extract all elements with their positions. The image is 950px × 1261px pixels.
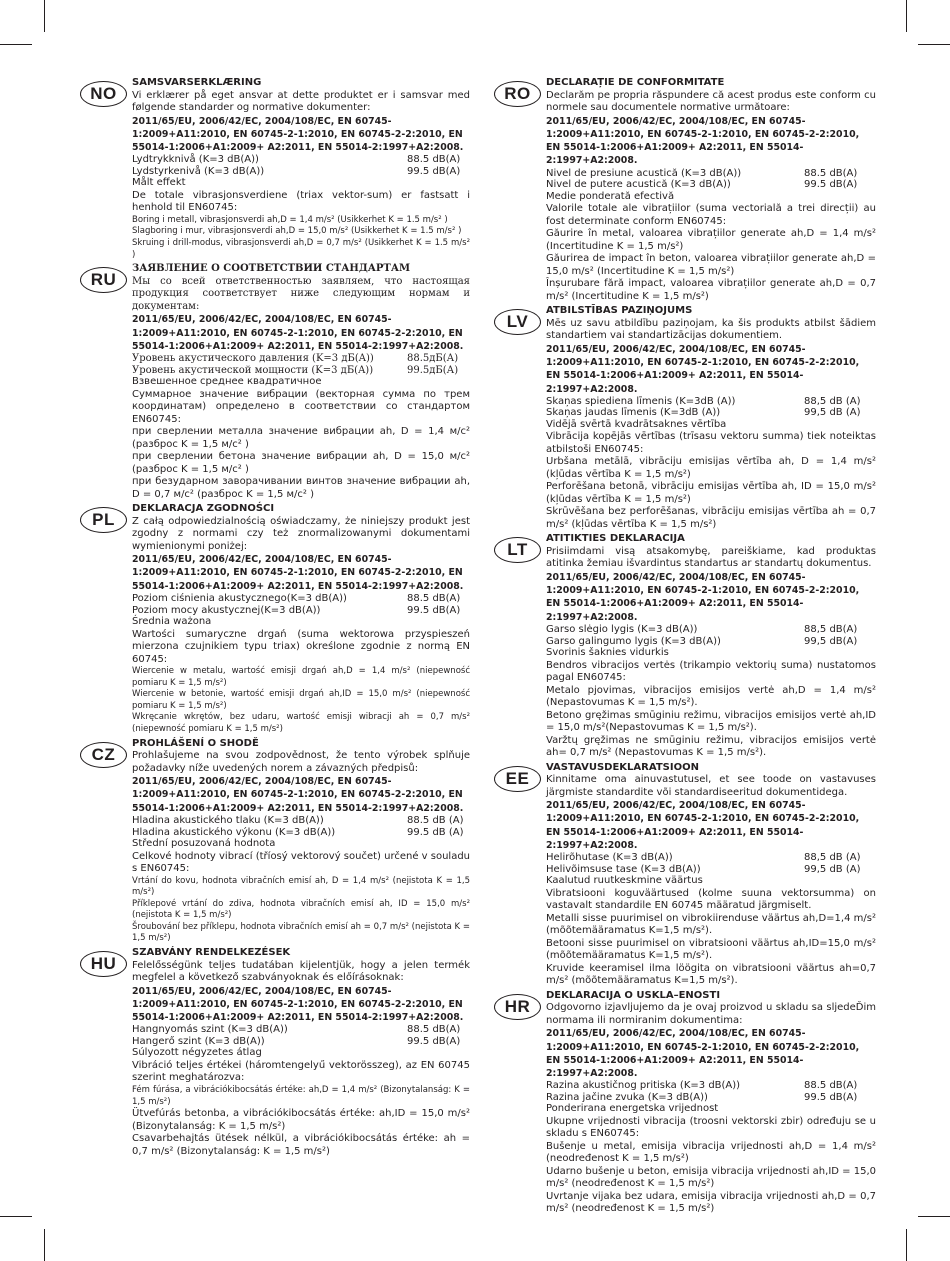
right-column — [494, 77, 876, 1218]
vibration-value-3: при безударном заворачивании винтов значение вибрации ah, D = 0,7 м/c² (разброс K = 1,5 м/c² ) — [132, 476, 470, 500]
vibration-value-1: Wiercenie w metalu, wartość emisji drgań ah,D = 1,4 m/s² (niepewność pomiaru K = 1,5 m/s²) — [132, 666, 470, 688]
sound-pressure-row — [546, 624, 876, 636]
sound-power-label: Уровень акустической мощности (K=3 дБ(A)) — [132, 364, 374, 376]
section-cz — [80, 738, 470, 945]
sound-power-value: 99.5 dB(A) — [407, 1035, 461, 1047]
sound-power-label: Garso galingumo lygis (K=3 dB(A)) — [546, 635, 721, 647]
section-intro: Felelősségünk teljes tudatában kijelentjük, hogy a jelen termék megfelel a következő szabványoknak és előírásoknak: — [132, 959, 470, 984]
standards-list: 2011/65/EU, 2006/42/EC, 2004/108/EC, EN 60745-1:2009+A11:2010, EN 60745-2-1:2010, EN 60745-2-2:2010, EN 55014-1:2006+A1:2009+ A2:2011, EN 55014-2:1997+A2:2008. — [132, 314, 464, 352]
weighted-label: Střední posuzovaná hodnota — [132, 838, 276, 849]
section-lv — [494, 305, 876, 531]
vibration-intro: Celkové hodnoty vibrací (tříosý vektorový součet) určené v souladu s EN60745: — [132, 850, 471, 874]
vibration-intro: Bendros vibracijos vertės (trikampio vektorių suma) nustatomos pagal EN60745: — [546, 659, 876, 684]
vibration-value-2: Příklepové vrtání do zdiva, hodnota vibračních emisí ah, ID = 15,0 m/s² (nejistota K = 1,5 m/s²) — [132, 898, 470, 921]
sound-power-row — [132, 365, 470, 377]
vibration-value-1: Metalli sisse puurimisel on vibrokiirenduse väärtus ah,D=1,4 m/s² (mõõtemääramatus K=1,5 m/s²). — [546, 912, 876, 937]
weighted-label: Взвешенное среднее квадратичное — [132, 376, 322, 388]
vibration-value-3: Uvrtanje vijaka bez udara, emisija vibracija vrijednosti ah,D = 0,7 m/s² (neodređenost K = 1,5 m/s²) — [546, 1190, 876, 1215]
crop-mark-bottom-left-h — [0, 1216, 32, 1217]
vibration-value-3: Varžtų gręžimas ne smūginiu režimu, vibracijos emisijos vertė ah= 0,7 m/s² (Nepastovumas K = 1,5 m/s²). — [546, 734, 876, 759]
standards-list: 2011/65/EU, 2006/42/EC, 2004/108/EC, EN 60745-1:2009+A11:2010, EN 60745-2-1:2010, EN 60745-2-2:2010, EN 55014-1:2006+A1:2009+ A2:2011, EN 55014-2:1997+A2:2008. — [546, 800, 860, 851]
section-ru — [80, 263, 470, 501]
section-hr — [494, 990, 876, 1216]
country-badge-no: NO — [80, 81, 127, 107]
sound-power-label: Poziom mocy akustycznej(K=3 dB(A)) — [132, 604, 321, 616]
vibration-value-3: Wkręcanie wkrętów, bez udaru, wartość emisji wibracji ah = 0,7 m/s² (niepewność pomiaru K = 1,5 m/s²) — [132, 712, 470, 735]
sound-power-label: Hangerő szint (K=3 dB(A)) — [132, 1035, 265, 1047]
crop-mark-top-left-h — [0, 44, 32, 45]
vibration-intro: Vibráció teljes értékei (háromtengelyű vektorösszeg), az EN 60745 szerint meghatározva: — [132, 1059, 470, 1084]
sound-pressure-row — [132, 353, 470, 365]
section-title: DEKLARACJA ZGODNOŚCI — [132, 503, 275, 515]
weighted-label: Svorinis šaknies vidurkis — [546, 647, 669, 659]
section-title: ЗАЯВЛЕНИЕ О СООТВЕТСТВИИ СТАНДАРТАМ — [132, 263, 411, 275]
sound-pressure-label: Poziom ciśnienia akustycznego(K=3 dB(A)) — [132, 593, 347, 605]
sound-power-value: 99.5 dB (A) — [407, 826, 464, 838]
sound-power-row — [546, 1092, 876, 1104]
vibration-value-2: Perforēšana betonā, vibrāciju emisijas vērtība ah, ID = 15,0 m/s² (kļūdas vērtība K = 1,5 m/s²) — [546, 481, 876, 505]
vibration-value-1: Urbšana metālā, vibrāciju emisijas vērtība ah, D = 1,4 m/s² (kļūdas vērtība K = 1,5 m/s²) — [546, 456, 876, 480]
sound-pressure-label: Hladina akustického tlaku (K=3 dB(A)) — [132, 815, 324, 826]
standards-list: 2011/65/EU, 2006/42/EC, 2004/108/EC, EN 60745-1:2009+A11:2010, EN 60745-2-1:2010, EN 60745-2-2:2010, EN 55014-1:2006+A1:2009+ A2:2011, EN 55014-2:1997+A2:2008. — [132, 985, 464, 1024]
sound-pressure-value: 88.5дБ(А) — [407, 353, 459, 365]
sound-pressure-label: Уровень акустического давления (K=3 дБ(A)) — [132, 353, 374, 365]
section-title: SAMSVARSERKLÆRING — [132, 77, 262, 88]
section-hu — [80, 947, 470, 1158]
sound-power-value: 99,5 dB(A) — [804, 635, 858, 647]
vibration-value-2: Găurirea de impact în beton, valoarea vibrațiilor generate ah,D = 15,0 m/s² (Incertitudine K = 1,5 m/s²) — [546, 253, 876, 277]
sound-pressure-value: 88,5 dB(A) — [804, 624, 858, 636]
standards-list: 2011/65/EU, 2006/42/EC, 2004/108/EC, EN 60745-1:2009+A11:2010, EN 60745-2-1:2010, EN 60745-2-2:2010, EN 55014-1:2006+A1:2009+ A2:2011, EN 55014-2:1997+A2:2008. — [132, 554, 464, 592]
vibration-value-3: Kruvide keeramisel ilma löögita on vibratsiooni väärtus ah=0,7 m/s² (mõõtemääramatus K=1,5 m/s²). — [546, 962, 876, 987]
vibration-value-3: Skruing i drill-modus, vibrasjonsverdi ah,D = 0,7 m/s² (Usikkerhet K = 1.5 m/s² ) — [132, 238, 470, 260]
sound-power-value: 99.5дБ(А) — [407, 364, 459, 376]
section-intro: Declarăm pe propria răspundere că acest produs este conform cu normele sau documentele normative următoare: — [546, 89, 876, 113]
crop-mark-bottom-right-h — [918, 1216, 950, 1217]
sound-power-row — [132, 166, 470, 178]
sound-pressure-label: Skaņas spiediena līmenis (K=3dB (A)) — [546, 395, 736, 407]
section-lt — [494, 533, 876, 759]
sound-power-row — [546, 179, 876, 191]
crop-mark-top-left-v — [44, 0, 45, 32]
section-title: DECLARAȚIE DE CONFORMITATE — [546, 77, 725, 88]
vibration-value-1: Boring i metall, vibrasjonsverdi ah,D = 1,4 m/s² (Usikkerhet K = 1.5 m/s² ) — [132, 214, 448, 225]
section-intro: Odgovorno izjavljujemo da je ovaj proizvod u skladu sa sljedeĎim normama ili normiranim dokumentima: — [546, 1002, 876, 1026]
standards-list: 2011/65/EU, 2006/42/EC, 2004/108/EC, EN 60745-1:2009+A11:2010, EN 60745-2-1:2010, EN 60745-2-2:2010, EN 55014-1:2006+A1:2009+ A2:2011, EN 55014-2:1997+A2:2008. — [546, 343, 860, 395]
vibration-intro: Vibratsiooni koguväärtused (kolme suuna vektorsumma) on vastavalt standardile EN 60745 määratud järgmiselt. — [546, 887, 876, 912]
sound-power-label: Nivel de putere acustică (K=3 dB(A)) — [546, 179, 731, 191]
vibration-value-2: Udarno bušenje u beton, emisija vibracija vrijednosti ah,ID = 15,0 m/s² (neodređenost K = 1,5 m/s²) — [546, 1165, 876, 1190]
sound-power-label: Razina jačine zvuka (K=3 dB(A)) — [546, 1091, 708, 1103]
sound-pressure-label: Hangnyomás szint (K=3 dB(A)) — [132, 1024, 288, 1036]
sound-pressure-label: Lydtrykknivå (K=3 dB(A)) — [132, 154, 259, 166]
sound-power-row — [132, 1036, 470, 1048]
section-intro: Kinnitame oma ainuvastutusel, et see toode on vastavuses järgmiste standardite või standardiseeritud dokumentidega. — [546, 774, 876, 798]
sound-pressure-row — [546, 852, 876, 864]
section-intro: Mēs uz savu atbildību paziņojam, ka šis produkts atbilst šādiem standartiem vai standartizācijas dokumentiem. — [546, 317, 876, 342]
sound-power-label: Lydstyrkenivå (K=3 dB(A)) — [132, 165, 265, 177]
sound-pressure-row — [546, 396, 876, 408]
weighted-label: Súlyozott négyzetes átlag — [132, 1047, 262, 1059]
sound-power-row — [546, 407, 876, 419]
section-ee — [494, 762, 876, 988]
sound-pressure-row — [546, 168, 876, 180]
section-intro: Мы со всей ответственностью заявляем, что настоящая продукция соответствует ниже следующим нормам и документам: — [132, 275, 470, 312]
crop-mark-top-right-v — [906, 0, 907, 32]
sound-power-row — [132, 827, 470, 839]
vibration-value-1: при сверлении металла значение вибрации ah, D = 1,4 м/c² (разброс K = 1,5 м/c² ) — [132, 426, 470, 450]
section-title: PROHLÁŠENÍ O SHODĚ — [132, 737, 259, 749]
country-badge-ee: EE — [494, 766, 541, 792]
vibration-value-2: Ütvefúrás betonba, a vibrációkibocsátás értéke: ah,ID = 15,0 m/s² (Bizonytalanság: K = 1,5 m/s²) — [132, 1108, 470, 1132]
vibration-value-1: Vrtání do kovu, hodnota vibračních emisí ah, D = 1,4 m/s² (nejistota K = 1,5 m/s²) — [132, 875, 470, 898]
section-title: DEKLARACIJA O USKLA–ENOSTI — [546, 989, 721, 1001]
standards-list: 2011/65/EU, 2006/42/EC, 2004/108/EC, EN 60745-1:2009+A11:2010, EN 60745-2-1:2010, EN 60745-2-2:2010, EN 55014-1:2006+A1:2009+ A2:2011, EN 55014-2:1997+A2:2008. — [546, 115, 860, 167]
sound-pressure-value: 88.5 dB(A) — [804, 167, 858, 179]
country-badge-lv: LV — [494, 309, 541, 335]
sound-pressure-row — [132, 815, 470, 827]
vibration-value-1: Metalo pjovimas, vibracijos emisijos vertė ah,D = 1,4 m/s² (Nepastovumas K = 1,5 m/s²). — [546, 684, 876, 709]
weighted-label: Medie ponderată efectivă — [546, 190, 675, 202]
sound-pressure-row — [132, 593, 470, 605]
standards-list: 2011/65/EU, 2006/42/EC, 2004/108/EC, EN 60745-1:2009+A11:2010, EN 60745-2-1:2010, EN 60745-2-2:2010, EN 55014-1:2006+A1:2009+ A2:2011, EN 55014-2:1997+A2:2008. — [132, 115, 464, 154]
vibration-intro: Wartości sumaryczne drgań (suma wektorowa przyspieszeń mierzona czujnikiem typu triax) określone zgodnie z normą EN 60745: — [132, 628, 470, 665]
vibration-value-1: Fém fúrása, a vibrációkibocsátás értéke: ah,D = 1,4 m/s² (Bizonytalanság: K = 1,5 m/s²) — [132, 1084, 470, 1107]
vibration-value-3: Înșurubare fără impact, valoarea vibrațiilor generate ah,D = 0,7 m/s² (Incertitudine K = 1,5 m/s²) — [546, 278, 876, 302]
vibration-value-2: Betooni sisse puurimisel on vibratsiooni väärtus ah,ID=15,0 m/s² (mõõtemääramatus K=1,5 m/s²). — [546, 937, 876, 962]
sound-power-row — [132, 605, 470, 617]
sound-power-value: 99,5 dB (A) — [804, 407, 861, 419]
sound-power-label: Skaņas jaudas līmenis (K=3dB (A)) — [546, 407, 721, 419]
country-badge-hr: HR — [494, 994, 541, 1020]
sound-power-value: 99.5 dB(A) — [407, 165, 461, 177]
section-intro: Z całą odpowiedzialnością oświadczamy, że niniejszy produkt jest zgodny z normami czy też znormalizowanymi dokumentami wymienionymi poniżej: — [132, 515, 470, 552]
sound-pressure-value: 88.5 dB(A) — [407, 1024, 461, 1036]
sound-pressure-value: 88,5 dB (A) — [804, 852, 861, 864]
sound-power-label: Hladina akustického výkonu (K=3 dB(A)) — [132, 826, 336, 838]
sound-pressure-value: 88.5 dB (A) — [407, 815, 464, 826]
country-badge-pl: PL — [80, 507, 127, 533]
country-badge-cz: CZ — [80, 742, 127, 768]
weighted-label: Średnia ważona — [132, 616, 212, 628]
section-title: ATITIKTIES DEKLARACIJA — [546, 533, 685, 545]
section-title: VASTAVUSDEKLARATSIOON — [546, 761, 699, 773]
section-title: ATBILSTĪBAS PAZIŅOJUMS — [546, 305, 693, 317]
standards-list: 2011/65/EU, 2006/42/EC, 2004/108/EC, EN 60745-1:2009+A11:2010, EN 60745-2-1:2010, EN 60745-2-2:2010, EN 55014-1:2006+A1:2009+ A2:2011, EN 55014-2:1997+A2:2008. — [546, 571, 860, 623]
country-badge-lt: LT — [494, 537, 541, 563]
standards-list: 2011/65/EU, 2006/42/EC, 2004/108/EC, EN 60745-1:2009+A11:2010, EN 60745-2-1:2010, EN 60745-2-2:2010, EN 55014-1:2006+A1:2009+ A2:2011, EN 55014-2:1997+A2:2008. — [132, 776, 464, 814]
section-title: SZABVÁNY RENDELKEZÉSEK — [132, 947, 291, 959]
section-pl — [80, 503, 470, 735]
crop-mark-bottom-right-v — [906, 1229, 907, 1261]
country-badge-ro: RO — [494, 81, 541, 107]
sound-pressure-value: 88,5 dB (A) — [804, 395, 861, 407]
vibration-value-3: Csavarbehajtás ütések nélkül, a vibrációkibocsátás értéke: ah = 0,7 m/s² (Bizonytalanság: K = 1,5 m/s²) — [132, 1133, 470, 1157]
country-badge-hu: HU — [80, 951, 127, 977]
vibration-value-1: Bušenje u metal, emisija vibracija vrijednosti ah,D = 1,4 m/s² (neodređenost K = 1,5 m/s²) — [546, 1140, 876, 1165]
sound-pressure-row — [132, 1024, 470, 1036]
sound-pressure-label: Razina akustičnog pritiska (K=3 dB(A)) — [546, 1080, 741, 1092]
sound-pressure-label: Garso slėgio lygis (K=3 dB(A)) — [546, 624, 698, 636]
sound-pressure-value: 88.5 dB(A) — [407, 154, 461, 166]
weighted-label: Ponderirana energetska vrijednost — [546, 1103, 719, 1115]
section-intro: Prohlašujeme na svou zodpovědnost, že tento výrobek splňuje požadavky níže uvedených norem a závazných předpisů: — [132, 750, 470, 774]
weighted-label: Målt effekt — [132, 177, 186, 189]
sound-power-label: Helivõimsuse tase (K=3 dB(A)) — [546, 863, 701, 875]
section-no — [80, 77, 470, 261]
sound-pressure-row — [132, 154, 470, 166]
sound-pressure-row — [546, 1080, 876, 1092]
sound-power-value: 99.5 dB(A) — [407, 604, 461, 616]
vibration-value-2: Wiercenie w betonie, wartość emisji drgań ah,ID = 15,0 m/s² (niepewność pomiaru K = 1,5 m/s²) — [132, 689, 470, 711]
sound-pressure-value: 88.5 dB(A) — [804, 1080, 858, 1092]
vibration-intro: Valorile totale ale vibrațiilor (suma vectorială a trei direcții) au fost determinate conform EN60745: — [546, 203, 876, 227]
sound-pressure-label: Helirõhutase (K=3 dB(A)) — [546, 852, 673, 864]
vibration-value-2: при сверлении бетона значение вибрации ah, D = 15,0 м/c² (разброс K = 1,5 м/c² ) — [132, 451, 470, 475]
vibration-value-3: Skrūvēšana bez perforēšanas, vibrāciju emisijas vērtība ah = 0,7 m/s² (kļūdas vērtība K = 1,5 m/s²) — [546, 506, 876, 530]
standards-list: 2011/65/EU, 2006/42/EC, 2004/108/EC, EN 60745-1:2009+A11:2010, EN 60745-2-1:2010, EN 60745-2-2:2010, EN 55014-1:2006+A1:2009+ A2:2011, EN 55014-2:1997+A2:2008. — [546, 1028, 860, 1080]
vibration-intro: Vibrācija kopējās vērtības (trīsasu vektoru summa) tiek noteiktas atbilstoši EN60745: — [546, 431, 876, 455]
section-intro: Prisiimdami visą atsakomybę, pareiškiame, kad produktas atitinka žemiau išvardintus standartus ar standartų dokumentus. — [546, 545, 876, 570]
vibration-value-3: Šroubování bez příklepu, hodnota vibračních emisí ah = 0,7 m/s² (nejistota K = 1,5 m/s²) — [132, 921, 470, 944]
sound-power-row — [546, 864, 876, 876]
crop-mark-bottom-left-v — [44, 1229, 45, 1261]
vibration-intro: De totale vibrasjonsverdiene (triax vektor-sum) er fastsatt i henhold til EN60745: — [132, 189, 470, 214]
vibration-value-1: Găurire în metal, valoarea vibrațiilor generate ah,D = 1,4 m/s² (Incertitudine K = 1,5 m/s²) — [546, 228, 876, 252]
weighted-label: Vidējā svērtā kvadrātsaknes vērtība — [546, 418, 727, 430]
left-column — [80, 77, 470, 1160]
vibration-value-2: Betono gręžimas smūginiu režimu, vibracijos emisijos vertė ah,ID = 15,0 m/s²(Nepastovumas K = 1,5 m/s²). — [546, 709, 876, 734]
country-badge-ru: RU — [80, 267, 127, 293]
sound-pressure-label: Nivel de presiune acustică (K=3 dB(A)) — [546, 167, 742, 179]
section-intro: Vi erklærer på eget ansvar at dette produktet er i samsvar med følgende standarder og normative dokumenter: — [132, 89, 470, 113]
sound-pressure-value: 88.5 dB(A) — [407, 593, 461, 605]
sound-power-value: 99.5 dB(A) — [804, 1091, 858, 1103]
vibration-value-2: Slagboring i mur, vibrasjonsverdi ah,D = 15,0 m/s² (Usikkerhet K = 1.5 m/s² ) — [132, 226, 462, 237]
sound-power-row — [546, 636, 876, 648]
weighted-label: Kaalutud ruutkeskmine väärtus — [546, 875, 703, 887]
sound-power-value: 99.5 dB(A) — [804, 179, 858, 191]
crop-mark-top-right-h — [918, 44, 950, 45]
vibration-intro: Суммарное значение вибрации (векторная сумма по трем координатам) определено в соответствии со стандартом EN60745: — [132, 388, 470, 425]
sound-power-value: 99,5 dB (A) — [804, 863, 861, 875]
section-ro — [494, 77, 876, 303]
vibration-intro: Ukupne vrijednosti vibracija (troosni vektorski zbir) određuju se u skladu s EN60745: — [546, 1115, 876, 1140]
